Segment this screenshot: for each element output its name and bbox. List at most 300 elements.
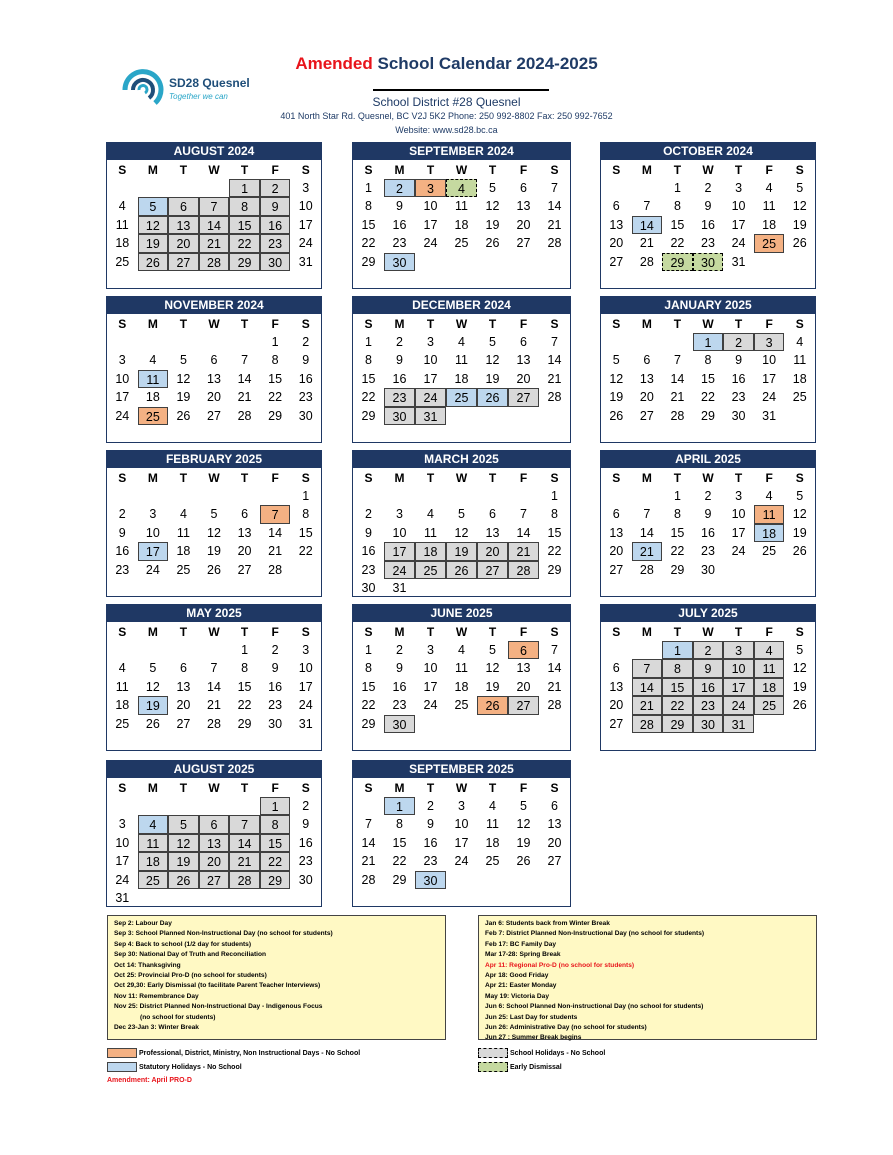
day-cell: 2: [384, 179, 415, 197]
day-cell: 3: [149, 507, 157, 522]
day-cell: 21: [268, 544, 283, 559]
day-cell: 18: [454, 371, 469, 386]
day-cell: 2: [118, 507, 126, 522]
district-name: School District #28 Quesnel: [372, 95, 521, 109]
day-cell: 24: [115, 872, 130, 887]
day-cell: 28: [547, 698, 562, 713]
day-cell: 14: [229, 834, 260, 852]
day-cell: 11: [486, 817, 499, 832]
day-cell: 5: [458, 507, 465, 522]
weekday-header: F: [271, 781, 279, 795]
empty-cell: [138, 333, 169, 351]
day-cell: 28: [268, 562, 283, 577]
day-cell: 22: [547, 544, 562, 559]
day-cell: 17: [115, 854, 130, 869]
day-cell: 11: [455, 199, 468, 214]
day-cell: 20: [516, 679, 531, 694]
legend-entry: Apr 21: Easter Monday: [485, 982, 557, 990]
day-cell: 5: [168, 815, 199, 833]
day-cell: 4: [754, 641, 785, 659]
month-title: MARCH 2025: [353, 451, 570, 468]
day-cell: 27: [547, 854, 562, 869]
day-cell: 27: [508, 696, 539, 714]
day-cell: 12: [168, 834, 199, 852]
day-cell: 1: [302, 489, 310, 503]
day-cell: 25: [454, 236, 469, 251]
weekday-header: F: [519, 317, 528, 331]
day-cell: 15: [268, 371, 283, 386]
day-cell: 27: [508, 388, 539, 406]
day-cell: 3: [396, 507, 403, 522]
day-cell: 20: [609, 544, 624, 559]
weekday-header: T: [426, 163, 435, 177]
day-cell: 21: [632, 696, 663, 714]
day-cell: 2: [427, 799, 434, 813]
weekday-header: M: [641, 163, 652, 177]
month-may-2025: [106, 604, 322, 751]
month-title: DECEMBER 2024: [353, 297, 570, 314]
day-cell: 18: [485, 835, 500, 850]
day-cell: 10: [731, 199, 746, 214]
empty-cell: [199, 487, 230, 505]
day-cell: 2: [704, 489, 712, 503]
legend-entry: (no school for students): [140, 1013, 216, 1021]
day-cell: 21: [639, 236, 654, 251]
day-cell: 19: [485, 217, 500, 232]
empty-cell: [632, 333, 663, 351]
day-cell: 6: [210, 353, 218, 368]
empty-cell: [168, 179, 199, 197]
day-cell: 5: [489, 335, 496, 349]
weekday-header: T: [673, 163, 682, 177]
weekday-header: F: [765, 317, 773, 331]
day-cell: 23: [298, 390, 313, 405]
weekday-header: S: [364, 471, 373, 485]
day-cell: 17: [723, 678, 754, 696]
day-cell: 15: [361, 217, 376, 232]
day-cell: 5: [179, 353, 187, 368]
legend-dates-right: [478, 915, 817, 1040]
day-cell: 15: [392, 835, 407, 850]
day-cell: 5: [796, 643, 804, 657]
day-cell: 24: [298, 236, 313, 251]
day-grid: [107, 469, 321, 579]
day-cell: 30: [298, 408, 313, 423]
day-cell: 8: [365, 661, 372, 676]
weekday-header: S: [795, 163, 804, 177]
legend-entry: Sep 30: National Day of Truth and Reconciliation: [114, 951, 267, 959]
day-cell: 3: [754, 333, 785, 351]
day-cell: 22: [662, 696, 693, 714]
empty-cell: [260, 487, 291, 505]
day-cell: 26: [792, 236, 807, 251]
day-cell: 22: [392, 854, 407, 869]
weekday-header: W: [455, 625, 468, 639]
day-cell: 8: [241, 661, 249, 676]
legend-entry: Sep 3: School Planned Non-Instructional Day (no school for students): [114, 930, 333, 938]
weekday-header: W: [208, 781, 220, 795]
day-cell: 30: [260, 253, 291, 271]
day-cell: 1: [241, 643, 249, 657]
weekday-header: S: [364, 625, 373, 639]
day-cell: 16: [268, 679, 283, 694]
day-cell: 25: [485, 854, 500, 869]
day-cell: 5: [520, 799, 527, 813]
day-cell: 7: [199, 197, 230, 215]
day-cell: 25: [115, 254, 130, 269]
weekday-header: W: [702, 471, 714, 485]
day-cell: 23: [392, 236, 407, 251]
day-cell: 2: [693, 641, 724, 659]
weekday-header: S: [118, 317, 127, 331]
day-cell: 6: [643, 353, 651, 368]
day-cell: 10: [762, 353, 777, 368]
day-grid: [601, 161, 815, 271]
empty-cell: [601, 179, 632, 197]
day-cell: 13: [609, 525, 624, 540]
day-cell: 3: [415, 179, 446, 197]
day-cell: 3: [118, 817, 126, 832]
day-cell: 24: [731, 544, 746, 559]
day-cell: 25: [754, 696, 785, 714]
month-september-2025: [352, 760, 571, 907]
day-cell: 18: [138, 852, 169, 870]
day-cell: 20: [516, 217, 531, 232]
weekday-header: W: [208, 163, 220, 177]
day-cell: 4: [427, 507, 434, 522]
key-statutory-label: Statutory Holidays - No School: [139, 1063, 242, 1071]
day-cell: 22: [701, 390, 715, 405]
day-cell: 2: [302, 799, 310, 813]
day-cell: 6: [520, 335, 527, 349]
day-cell: 28: [207, 716, 221, 731]
day-cell: 6: [612, 661, 620, 676]
day-cell: 4: [149, 353, 157, 368]
day-cell: 2: [365, 507, 372, 522]
weekday-header: W: [702, 317, 714, 331]
day-cell: 23: [731, 390, 746, 405]
day-grid: [107, 315, 321, 425]
day-cell: 23: [298, 854, 313, 869]
day-grid: [107, 161, 321, 271]
empty-cell: [138, 179, 169, 197]
weekday-header: S: [550, 471, 559, 485]
day-cell: 3: [723, 641, 754, 659]
day-cell: 29: [662, 253, 693, 271]
weekday-header: T: [734, 317, 743, 331]
day-cell: 11: [138, 370, 169, 388]
day-cell: 20: [168, 234, 199, 252]
weekday-header: T: [240, 317, 249, 331]
day-cell: 11: [762, 199, 776, 214]
day-cell: 13: [199, 834, 230, 852]
weekday-header: S: [301, 163, 310, 177]
weekday-header: S: [364, 317, 373, 331]
day-cell: 11: [115, 217, 129, 232]
day-cell: 22: [237, 698, 252, 713]
month-november-2024: [106, 296, 322, 443]
day-cell: 2: [271, 643, 279, 657]
day-cell: 10: [145, 525, 160, 540]
day-cell: 28: [670, 408, 685, 423]
day-cell: 21: [237, 390, 252, 405]
day-cell: 19: [609, 390, 624, 405]
day-cell: 23: [423, 854, 438, 869]
day-cell: 22: [268, 390, 283, 405]
day-cell: 5: [796, 489, 804, 503]
day-cell: 14: [547, 661, 562, 676]
day-cell: 18: [754, 678, 785, 696]
day-cell: 12: [454, 525, 469, 540]
day-cell: 9: [365, 525, 372, 540]
weekday-header: T: [426, 781, 435, 795]
day-cell: 23: [384, 388, 415, 406]
day-cell: 14: [237, 371, 252, 386]
day-cell: 25: [792, 390, 807, 405]
weekday-header: T: [734, 625, 743, 639]
day-cell: 12: [145, 679, 160, 694]
day-cell: 14: [639, 525, 654, 540]
legend-entry: Sep 2: Labour Day: [114, 920, 172, 927]
day-cell: 28: [547, 390, 562, 405]
empty-cell: [138, 487, 169, 505]
day-cell: 7: [551, 181, 558, 195]
day-cell: 29: [260, 871, 291, 889]
logo-tagline: Together we can: [169, 92, 228, 101]
day-cell: 30: [384, 715, 415, 733]
day-cell: 2: [302, 335, 310, 349]
day-cell: 15: [361, 679, 376, 694]
weekday-header: T: [426, 471, 435, 485]
day-cell: 6: [489, 507, 496, 522]
day-cell: 24: [723, 696, 754, 714]
day-cell: 6: [179, 661, 187, 676]
day-cell: 15: [298, 525, 313, 540]
day-cell: 16: [392, 679, 407, 694]
day-cell: 12: [516, 817, 531, 832]
day-cell: 15: [260, 834, 291, 852]
day-cell: 9: [260, 197, 291, 215]
weekday-header: M: [147, 625, 158, 639]
day-cell: 8: [704, 353, 712, 368]
empty-cell: [168, 333, 199, 351]
empty-cell: [229, 797, 260, 815]
day-cell: 13: [547, 817, 562, 832]
weekday-header: T: [426, 625, 435, 639]
key-school-holidays-label: School Holidays - No School: [510, 1049, 606, 1057]
day-cell: 23: [268, 698, 283, 713]
day-cell: 19: [516, 835, 531, 850]
day-cell: 13: [609, 679, 624, 694]
day-cell: 4: [765, 489, 773, 503]
day-cell: 11: [754, 659, 785, 677]
day-cell: 4: [138, 815, 169, 833]
day-cell: 17: [762, 371, 777, 386]
weekday-header: S: [612, 471, 621, 485]
day-cell: 21: [229, 852, 260, 870]
day-cell: 28: [547, 236, 562, 251]
empty-cell: [508, 487, 539, 505]
weekday-header: M: [394, 317, 405, 331]
day-cell: 27: [639, 408, 654, 423]
month-august-2025: [106, 760, 322, 907]
weekday-header: T: [488, 163, 497, 177]
month-title: OCTOBER 2024: [601, 143, 815, 160]
day-cell: 18: [145, 390, 160, 405]
day-cell: 7: [673, 353, 681, 368]
day-cell: 29: [361, 408, 376, 423]
green-swatch: [478, 1062, 508, 1072]
day-cell: 7: [365, 817, 372, 832]
weekday-header: T: [673, 625, 682, 639]
day-cell: 26: [145, 716, 160, 731]
weekday-header: M: [147, 781, 158, 795]
day-cell: 1: [260, 797, 291, 815]
month-title: APRIL 2025: [601, 451, 815, 468]
empty-cell: [107, 333, 138, 351]
empty-cell: [632, 641, 663, 659]
district-website: Website: www.sd28.bc.ca: [395, 125, 498, 135]
legend-entry: Dec 23-Jan 3: Winter Break: [114, 1024, 199, 1032]
month-august-2024: [106, 142, 322, 289]
day-cell: 2: [260, 179, 291, 197]
weekday-header: F: [519, 781, 528, 795]
weekday-header: M: [394, 781, 405, 795]
day-cell: 20: [516, 371, 531, 386]
month-december-2024: [352, 296, 571, 443]
day-cell: 10: [423, 661, 438, 676]
day-cell: 28: [237, 408, 252, 423]
empty-cell: [107, 641, 138, 659]
day-cell: 17: [384, 542, 415, 560]
day-cell: 1: [229, 179, 260, 197]
title-text: School Calendar 2024-2025: [372, 54, 598, 73]
empty-cell: [353, 797, 384, 815]
day-cell: 11: [793, 353, 807, 368]
day-cell: 28: [639, 562, 654, 577]
weekday-header: M: [394, 163, 405, 177]
day-cell: 2: [704, 181, 712, 195]
day-cell: 9: [118, 525, 126, 540]
weekday-header: T: [673, 317, 682, 331]
weekday-header: W: [455, 471, 468, 485]
day-cell: 18: [115, 698, 130, 713]
day-cell: 18: [176, 544, 191, 559]
weekday-header: T: [179, 471, 188, 485]
day-cell: 15: [547, 525, 562, 540]
day-cell: 5: [138, 197, 169, 215]
month-title: JULY 2025: [601, 605, 815, 622]
day-cell: 7: [551, 643, 558, 657]
key-statutory: [107, 1062, 242, 1072]
day-cell: 30: [415, 871, 446, 889]
month-title: NOVEMBER 2024: [107, 297, 321, 314]
month-april-2025: [600, 450, 816, 597]
day-cell: 17: [138, 542, 169, 560]
empty-cell: [601, 487, 632, 505]
day-cell: 12: [176, 371, 191, 386]
legend-entry: Oct 29,30: Early Dismissal (to facilitate Parent Teacher Interviews): [114, 982, 321, 990]
day-grid: [353, 623, 570, 733]
month-october-2024: [600, 142, 816, 289]
day-cell: 10: [115, 371, 130, 386]
day-cell: 29: [670, 562, 685, 577]
district-address: 401 North Star Rd. Quesnel, BC V2J 5K2 Phone: 250 992-8802 Fax: 250 992-7652: [280, 111, 613, 121]
day-cell: 1: [365, 335, 372, 349]
day-cell: 18: [415, 542, 446, 560]
weekday-header: T: [179, 317, 188, 331]
day-cell: 24: [423, 236, 438, 251]
day-cell: 7: [520, 507, 527, 522]
day-cell: 5: [149, 661, 157, 676]
day-cell: 20: [176, 698, 191, 713]
day-cell: 19: [168, 852, 199, 870]
day-cell: 8: [662, 659, 693, 677]
weekday-header: S: [301, 471, 310, 485]
empty-cell: [168, 797, 199, 815]
weekday-header: S: [550, 781, 559, 795]
day-cell: 25: [454, 698, 469, 713]
day-cell: 31: [415, 407, 446, 425]
day-cell: 14: [268, 525, 283, 540]
day-cell: 6: [168, 197, 199, 215]
day-cell: 31: [762, 408, 777, 423]
day-cell: 12: [138, 216, 169, 234]
empty-cell: [384, 487, 415, 505]
weekday-header: T: [426, 317, 435, 331]
day-cell: 1: [271, 335, 279, 349]
day-cell: 13: [485, 525, 500, 540]
day-cell: 25: [754, 234, 785, 252]
empty-cell: [353, 487, 384, 505]
weekday-header: T: [673, 471, 682, 485]
day-cell: 8: [365, 353, 372, 368]
day-cell: 26: [792, 698, 807, 713]
day-grid: [353, 315, 570, 425]
day-cell: 25: [138, 407, 169, 425]
legend-entry: Oct 14: Thanksgiving: [114, 961, 181, 969]
day-cell: 30: [731, 408, 746, 423]
day-cell: 3: [427, 335, 434, 349]
day-cell: 16: [731, 371, 746, 386]
day-cell: 16: [260, 216, 291, 234]
empty-cell: [601, 333, 632, 351]
day-cell: 13: [516, 199, 531, 214]
day-cell: 24: [423, 698, 438, 713]
day-cell: 26: [446, 561, 477, 579]
legend-entry: Jun 27 : Summer Break begins: [485, 1034, 582, 1042]
day-cell: 28: [508, 561, 539, 579]
day-cell: 19: [207, 544, 221, 559]
day-cell: 19: [176, 390, 191, 405]
day-cell: 4: [118, 661, 126, 676]
empty-cell: [168, 487, 199, 505]
day-cell: 21: [207, 698, 221, 713]
day-cell: 24: [762, 390, 777, 405]
day-cell: 27: [516, 236, 531, 251]
day-cell: 8: [396, 817, 403, 832]
day-cell: 30: [384, 253, 415, 271]
day-cell: 28: [199, 253, 230, 271]
day-cell: 26: [176, 408, 191, 423]
day-cell: 29: [237, 716, 252, 731]
day-cell: 15: [237, 679, 252, 694]
day-cell: 12: [485, 199, 500, 214]
day-cell: 14: [547, 353, 562, 368]
weekday-header: T: [488, 471, 497, 485]
day-cell: 15: [670, 217, 685, 232]
day-cell: 24: [384, 561, 415, 579]
